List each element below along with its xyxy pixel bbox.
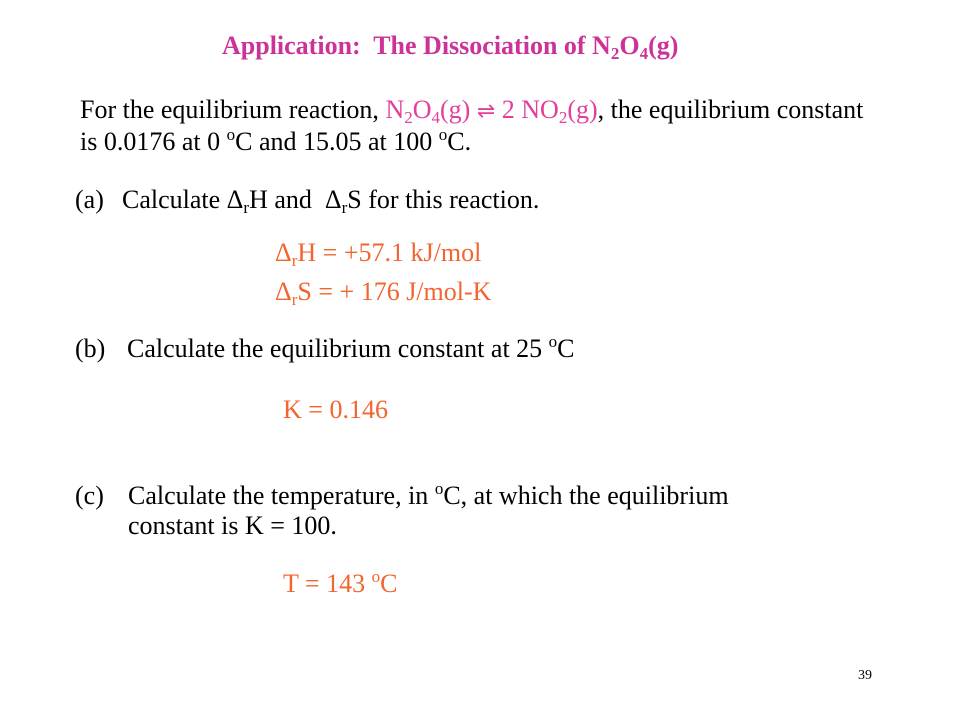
intro-text: C. [447,127,472,156]
intro-text: , the equilibrium constant [597,95,864,124]
degree-superscript: o [438,125,448,144]
equilibrium-arrow-icon: ⇌ [476,99,496,124]
equation-subscript: 2 [404,108,413,127]
title-text: O [619,31,640,60]
part-a-label [75,185,104,215]
question-text: C [557,334,575,363]
reaction-equation: (g) [567,95,598,124]
page-number-text: 39 [858,668,872,683]
answer-subscript: r [291,290,298,309]
reaction-equation: O [412,95,432,124]
part-c-question-line-1 [128,481,729,514]
degree-superscript: o [226,125,236,144]
page-number [858,667,872,685]
degree-superscript: o [371,567,381,586]
answer-subscript: r [291,251,298,270]
title-subscript: 4 [639,44,649,63]
question-label: (a) [75,185,104,214]
part-a-answer-entropy [275,277,491,310]
part-b-label [75,334,105,364]
question-text: constant is K = 100. [128,511,337,540]
reaction-equation: 2 NO [495,95,559,124]
question-text: S for this reaction. [347,185,540,214]
part-a-answer-enthalpy [275,238,481,271]
answer-text: H = +57.1 kJ/mol [297,238,482,267]
reaction-equation: N [385,95,405,124]
title-subscript: 2 [610,44,620,63]
answer-text: S = + 176 J/mol-K [297,277,492,306]
part-a-question [122,185,539,218]
equation-subscript: 4 [431,108,440,127]
answer-text: K = 0.146 [283,395,388,424]
degree-superscript: o [548,332,558,351]
question-text: Calculate the equilibrium constant at 25 [127,334,549,363]
answer-text: Δ [275,238,292,267]
intro-text: C and 15.05 at 100 [235,127,439,156]
question-text: Calculate Δ [122,185,244,214]
title-text: Application: The Dissociation of N [222,31,611,60]
intro-text: is 0.0176 at 0 [80,127,227,156]
part-b-answer [283,395,388,425]
intro-line-1 [80,95,863,128]
question-subscript: r [243,198,250,217]
part-c-label [75,481,104,511]
part-c-question-line-2 [128,511,337,541]
degree-superscript: o [434,479,444,498]
intro-line-2 [80,127,471,160]
answer-text: C [380,569,398,598]
reaction-equation: (g) [440,95,477,124]
slide-title [222,31,678,64]
question-text: Calculate the temperature, in [128,481,435,510]
question-text: H and Δ [249,185,342,214]
equation-subscript: 2 [558,108,568,127]
part-b-question [127,334,575,367]
title-text: (g) [648,31,679,60]
intro-text: For the equilibrium reaction, [80,95,386,124]
question-label: (b) [75,334,106,363]
part-c-answer [283,569,397,602]
answer-text: T = 143 [283,569,372,598]
question-label: (c) [75,481,104,510]
answer-text: Δ [275,277,292,306]
question-subscript: r [341,198,348,217]
question-text: C, at which the equilibrium [443,481,729,510]
